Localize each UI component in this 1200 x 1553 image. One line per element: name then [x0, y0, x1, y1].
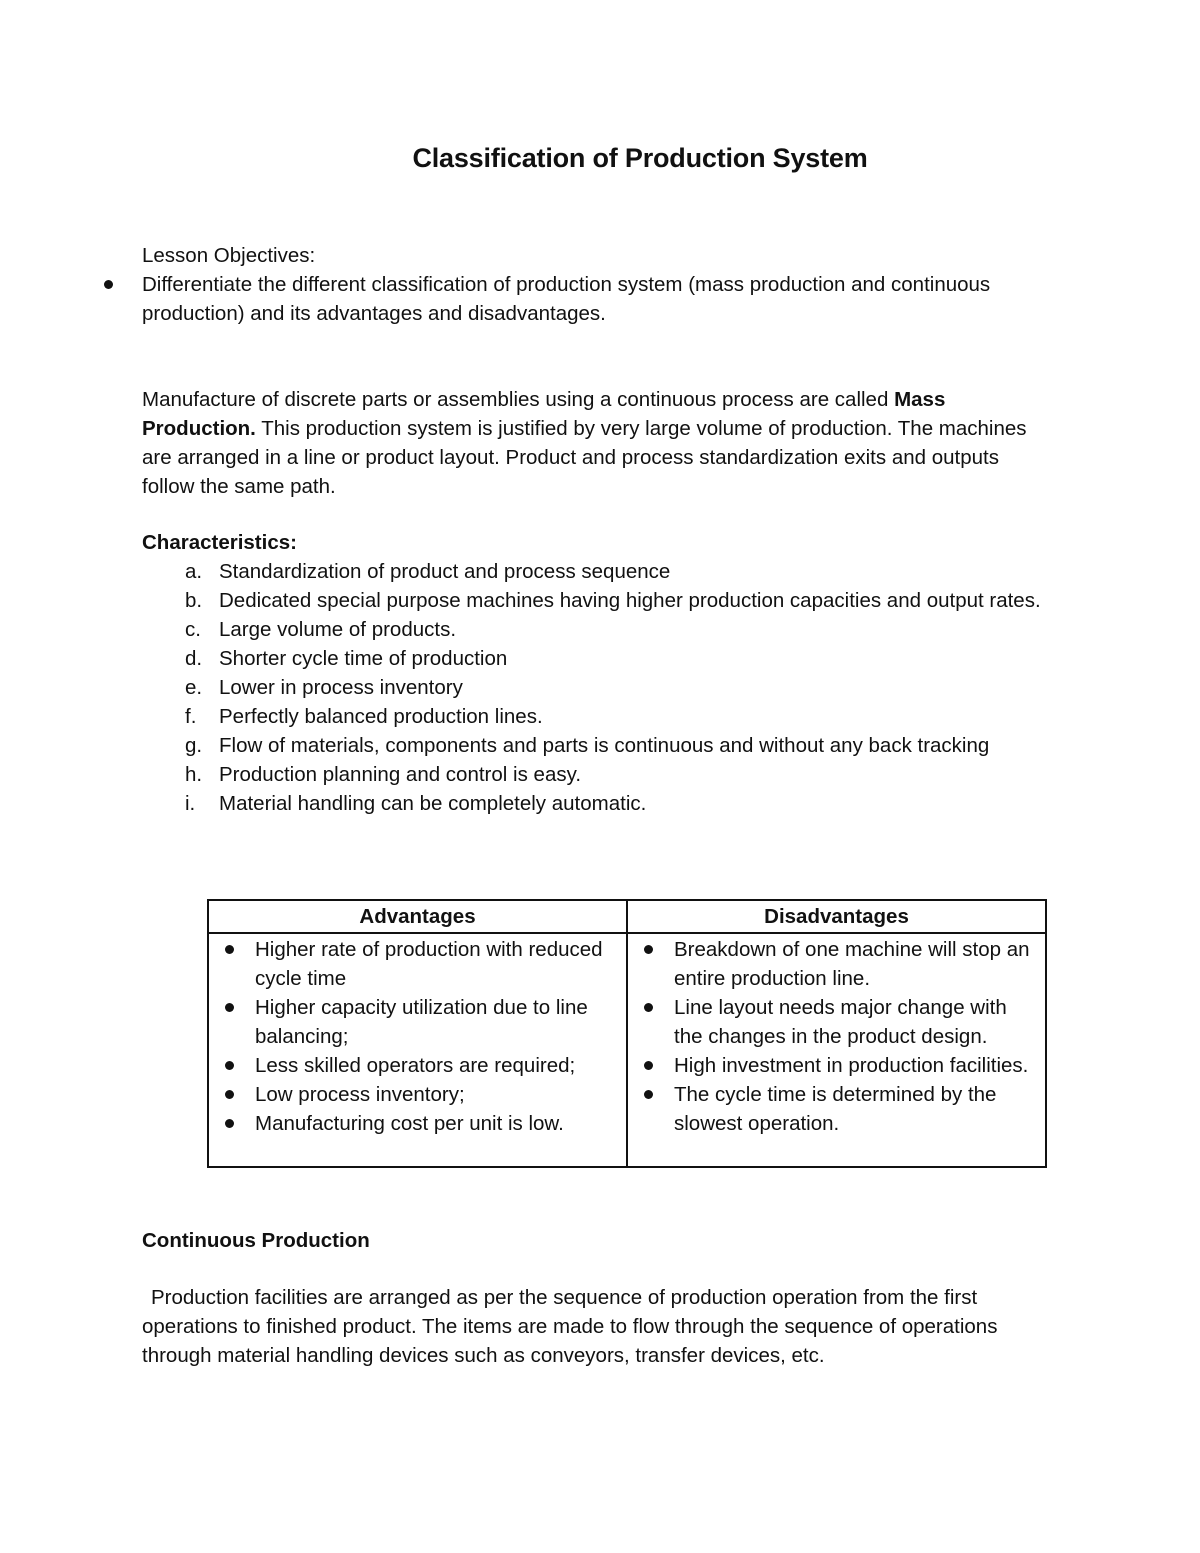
list-item-text: Less skilled operators are required;	[255, 1054, 576, 1077]
intro-text-end: This production system is justified by very large volume of production. The machines are arranged in a line or product layout. Product and process standardization exits and outputs follow the same path.	[142, 417, 1027, 498]
bullet-icon	[644, 1003, 653, 1012]
list-item-text: Dedicated special purpose machines having higher production capacities and output rates.	[219, 589, 1041, 612]
list-item	[209, 993, 626, 1051]
list-item	[142, 615, 1042, 644]
advantages-list	[209, 934, 626, 1138]
list-item-text: Standardization of product and process sequence	[219, 560, 671, 583]
list-marker: e.	[185, 676, 203, 699]
lesson-objectives-label: Lesson Objectives:	[142, 244, 316, 267]
table-header-row	[208, 900, 1046, 933]
list-item-text: Material handling can be completely automatic.	[219, 792, 647, 815]
list-item-text: The cycle time is determined by the slowest operation.	[674, 1083, 997, 1135]
list-item-text: Breakdown of one machine will stop an entire production line.	[674, 938, 1030, 990]
list-marker: b.	[185, 589, 203, 612]
bullet-icon	[225, 1090, 234, 1099]
list-item	[209, 935, 626, 993]
list-item	[142, 586, 1042, 615]
intro-text-start: Manufacture of discrete parts or assemblies using a continuous process are called	[142, 388, 895, 411]
advantages-header: Advantages	[208, 900, 627, 933]
list-item-text: High investment in production facilities.	[674, 1054, 1029, 1077]
list-item	[628, 993, 1045, 1051]
list-item	[628, 1080, 1045, 1138]
list-item	[142, 644, 1042, 673]
list-item-text: Higher rate of production with reduced cycle time	[255, 938, 603, 990]
list-item	[209, 1051, 626, 1080]
list-item	[142, 789, 1042, 818]
list-item-text: Shorter cycle time of production	[219, 647, 508, 670]
bullet-icon	[225, 1119, 234, 1128]
list-item	[628, 1051, 1045, 1080]
list-item-text: Lower in process inventory	[219, 676, 463, 699]
list-marker: g.	[185, 734, 203, 757]
list-item	[142, 760, 1042, 789]
bullet-icon	[644, 1061, 653, 1070]
advantages-cell	[208, 933, 627, 1167]
bullet-icon	[644, 1090, 653, 1099]
characteristics-heading: Characteristics:	[142, 531, 297, 554]
list-item	[142, 731, 1042, 760]
list-item-text: Large volume of products.	[219, 618, 457, 641]
list-marker: c.	[185, 618, 201, 641]
characteristics-list	[142, 557, 1042, 818]
page-title: Classification of Production System	[412, 143, 868, 173]
list-marker: i.	[185, 792, 196, 815]
list-marker: a.	[185, 560, 203, 583]
list-item	[628, 935, 1045, 993]
bullet-icon	[225, 1061, 234, 1070]
disadvantages-header: Disadvantages	[627, 900, 1046, 933]
list-item	[209, 1109, 626, 1138]
bullet-icon	[225, 1003, 234, 1012]
continuous-production-heading: Continuous Production	[142, 1229, 370, 1252]
disadvantages-list	[628, 934, 1045, 1138]
list-item-text: Low process inventory;	[255, 1083, 465, 1106]
disadvantages-cell	[627, 933, 1046, 1167]
list-item	[142, 702, 1042, 731]
mass-production-term: Mass Production.	[142, 388, 946, 440]
list-item-text: Flow of materials, components and parts is continuous and without any back tracking	[219, 734, 990, 757]
list-item	[142, 557, 1042, 586]
list-item-text: Higher capacity utilization due to line balancing;	[255, 996, 588, 1048]
list-item	[142, 673, 1042, 702]
objective-item: Differentiate the different classification of production system (mass production and continuous production) and its advantages and disadvantages.	[142, 273, 991, 325]
continuous-production-paragraph: Production facilities are arranged as per the sequence of production operation from the first operations to finished product. The items are made to flow through the sequence of operations through material handling devices such as conveyors, transfer devices, etc.	[142, 1286, 998, 1367]
list-marker: f.	[185, 705, 197, 728]
list-item-text: Production planning and control is easy.	[219, 763, 582, 786]
bullet-icon	[225, 945, 234, 954]
bullet-icon	[644, 945, 653, 954]
list-marker: h.	[185, 763, 203, 786]
bullet-icon	[104, 280, 113, 289]
intro-paragraph	[142, 385, 1042, 501]
list-marker: d.	[185, 647, 203, 670]
list-item-text: Line layout needs major change with the changes in the product design.	[674, 996, 1007, 1048]
list-item	[209, 1080, 626, 1109]
list-item-text: Perfectly balanced production lines.	[219, 705, 543, 728]
list-item-text: Manufacturing cost per unit is low.	[255, 1112, 564, 1135]
table-row	[208, 933, 1046, 1167]
advantages-disadvantages-table	[207, 899, 1047, 1168]
